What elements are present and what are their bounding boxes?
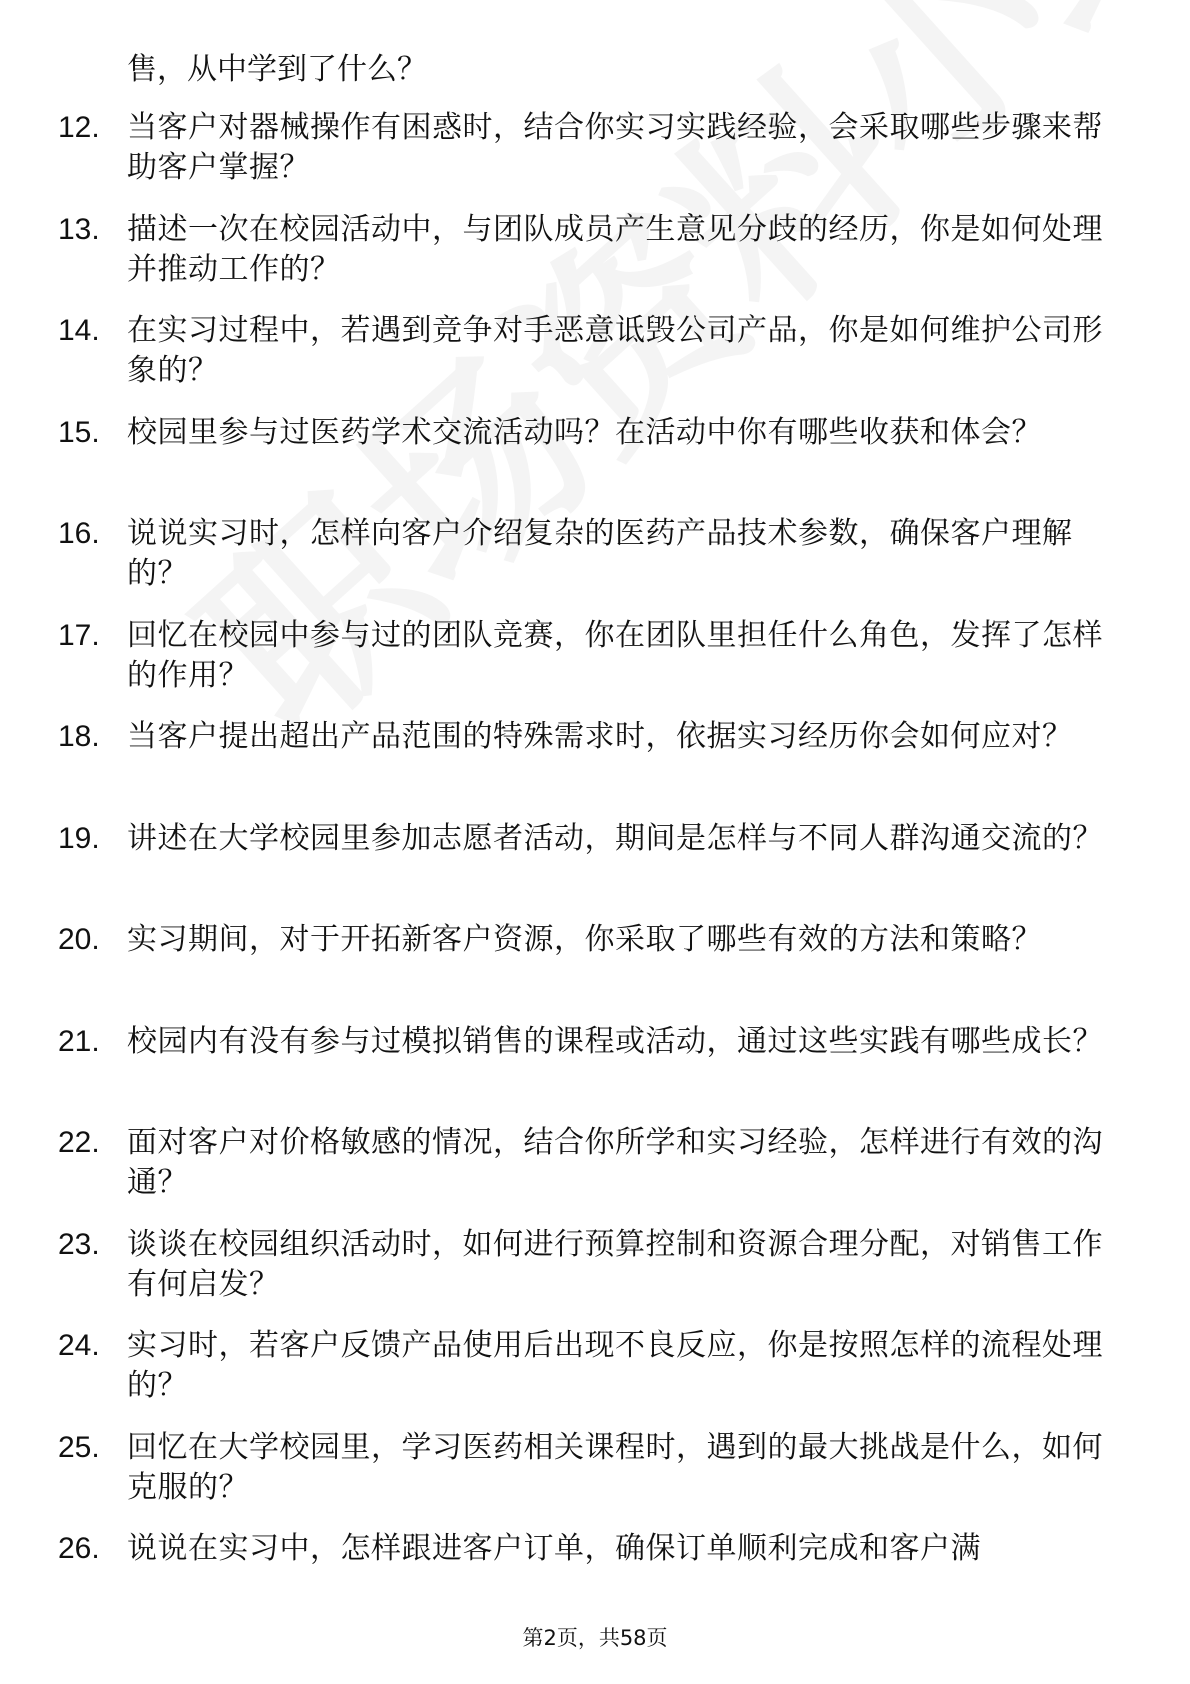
question-number: 20. bbox=[58, 923, 100, 956]
question-item bbox=[0, 1326, 1190, 1428]
question-item bbox=[0, 108, 1190, 210]
question-text: 实习期间，对于开拓新客户资源，你采取了哪些有效的方法和策略？ bbox=[127, 922, 1042, 957]
question-item bbox=[0, 1529, 1190, 1631]
question-number: 17. bbox=[58, 618, 100, 652]
question-number: 15. bbox=[58, 415, 100, 449]
question-item bbox=[0, 920, 1190, 1022]
question-text: 校园里参与过医药学术交流活动吗？在活动中你有哪些收获和体会？ bbox=[127, 414, 1042, 450]
question-text: 谈谈在校园组织活动时，如何进行预算控制和资源合理分配，对销售工作有何启发？ bbox=[127, 1226, 1103, 1302]
question-number: 14. bbox=[58, 314, 100, 347]
question-text: 在实习过程中，若遇到竞争对手恶意诋毁公司产品，你是如何维护公司形象的？ bbox=[127, 313, 1103, 388]
question-number: 19. bbox=[58, 821, 100, 855]
question-item bbox=[0, 210, 1190, 312]
question-text: 校园内有没有参与过模拟销售的课程或活动，通过这些实践有哪些成长？ bbox=[127, 1023, 1103, 1059]
question-item bbox=[0, 1428, 1190, 1530]
question-item bbox=[0, 1123, 1190, 1225]
question-text: 当客户提出超出产品范围的特殊需求时，依据实习经历你会如何应对？ bbox=[127, 719, 1073, 754]
question-item bbox=[0, 1022, 1190, 1124]
question-text: 说说在实习中，怎样跟进客户订单，确保订单顺利完成和客户满 bbox=[127, 1531, 981, 1566]
question-item bbox=[0, 413, 1190, 515]
page-footer: 第2页，共58页 bbox=[522, 1626, 668, 1650]
question-item bbox=[0, 311, 1190, 413]
question-text: 回忆在大学校园里，学习医药相关课程时，遇到的最大挑战是什么，如何克服的？ bbox=[127, 1429, 1103, 1505]
question-text: 当客户对器械操作有困惑时，结合你实习实践经验，会采取哪些步骤来帮助客户掌握？ bbox=[127, 110, 1103, 185]
question-text: 描述一次在校园活动中，与团队成员产生意见分歧的经历，你是如何处理并推动工作的？ bbox=[127, 211, 1103, 287]
question-list bbox=[0, 108, 1190, 1631]
question-text: 说说实习时，怎样向客户介绍复杂的医药产品技术参数，确保客户理解的？ bbox=[127, 516, 1073, 591]
question-text: 讲述在大学校园里参加志愿者活动，期间是怎样与不同人群沟通交流的？ bbox=[127, 820, 1103, 856]
question-item bbox=[0, 1225, 1190, 1327]
question-number: 16. bbox=[58, 517, 100, 550]
question-number: 21. bbox=[58, 1024, 100, 1058]
question-number: 22. bbox=[58, 1126, 100, 1159]
question-number: 24. bbox=[58, 1329, 100, 1362]
question-number: 26. bbox=[58, 1532, 100, 1565]
question-text: 回忆在校园中参与过的团队竞赛，你在团队里担任什么角色，发挥了怎样的作用？ bbox=[127, 617, 1103, 693]
question-number: 12. bbox=[58, 111, 100, 144]
question-item bbox=[0, 819, 1190, 921]
question-item bbox=[0, 616, 1190, 718]
question-number: 23. bbox=[58, 1227, 100, 1261]
question-number: 13. bbox=[58, 212, 100, 246]
question-item bbox=[0, 717, 1190, 819]
question-number: 18. bbox=[58, 720, 100, 753]
question-number: 25. bbox=[58, 1430, 100, 1464]
question-item bbox=[0, 514, 1190, 616]
continued-question-text: 售，从中学到了什么？ bbox=[127, 52, 427, 87]
question-text: 实习时，若客户反馈产品使用后出现不良反应，你是按照怎样的流程处理的？ bbox=[127, 1328, 1103, 1403]
question-text: 面对客户对价格敏感的情况，结合你所学和实习经验，怎样进行有效的沟通？ bbox=[127, 1125, 1103, 1200]
